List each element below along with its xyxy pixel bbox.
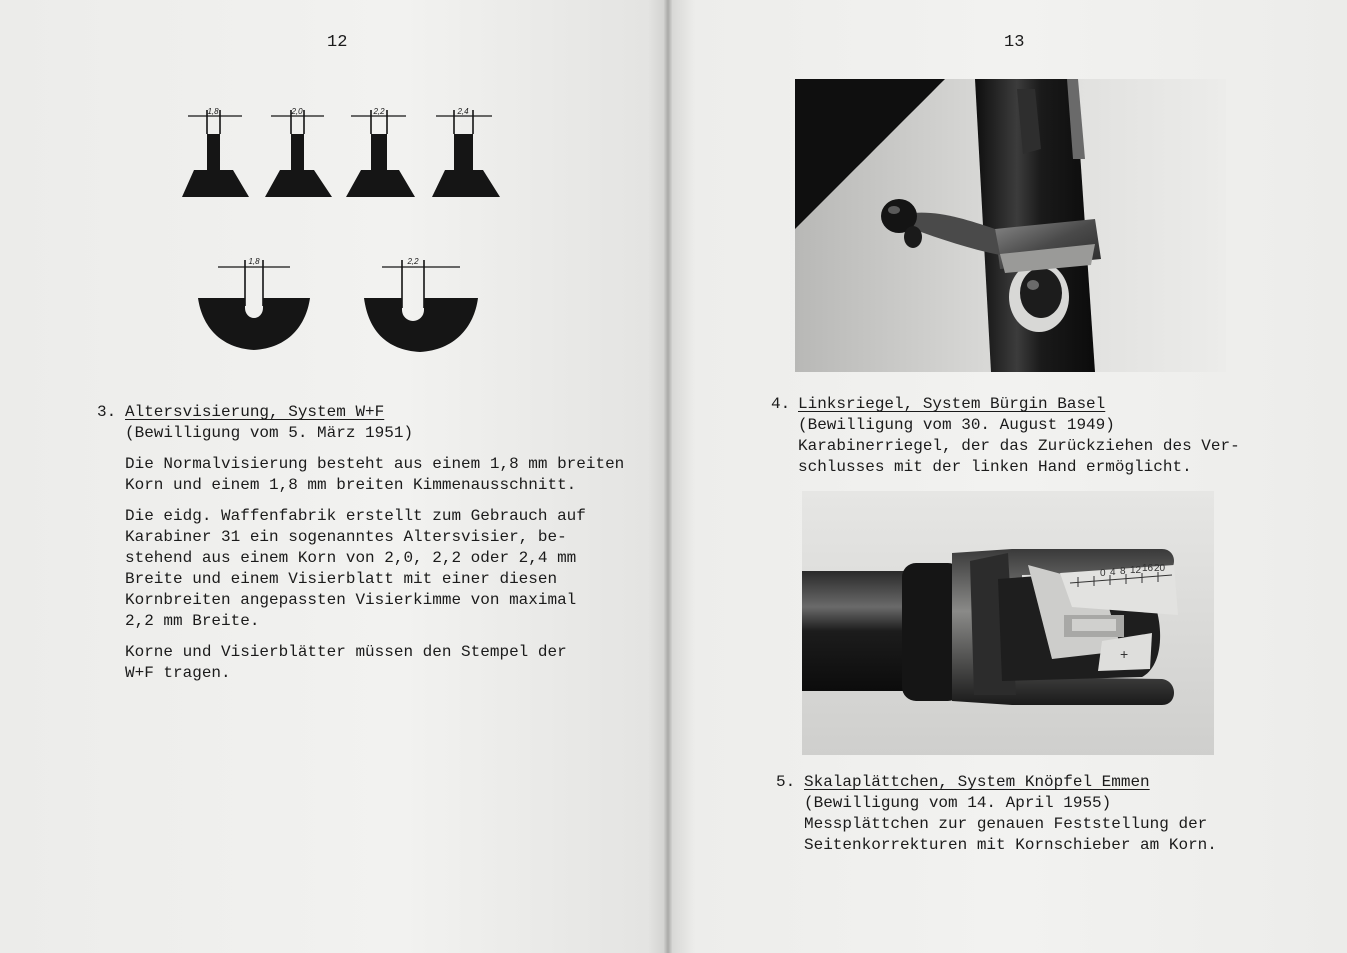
text-line: Korn und einem 1,8 mm breiten Kimmenausschnitt. bbox=[125, 476, 577, 494]
paragraph bbox=[125, 506, 637, 632]
text-line: Kornbreiten angepassten Visierkimme von maximal bbox=[125, 591, 577, 609]
text-line: Die eidg. Waffenfabrik erstellt zum Gebrauch auf bbox=[125, 507, 586, 525]
section-4 bbox=[771, 394, 1251, 478]
book-gutter bbox=[664, 0, 672, 953]
svg-text:+: + bbox=[1120, 646, 1129, 662]
section-title: Skalaplättchen, System Knöpfel Emmen bbox=[804, 773, 1150, 791]
section-number: 5. bbox=[776, 773, 796, 791]
text-line: Karabinerriegel, der das Zurückziehen des Ver- bbox=[798, 437, 1240, 455]
sight-width-diagrams bbox=[170, 100, 510, 360]
scale-label: 16 bbox=[1142, 563, 1154, 574]
page-number-right: 13 bbox=[1004, 33, 1025, 52]
section-approval: (Bewilligung vom 14. April 1955) bbox=[804, 794, 1112, 812]
text-line: Seitenkorrekturen mit Kornschieber am Korn. bbox=[804, 836, 1217, 854]
text-line: Breite und einem Visierblatt mit einer diesen bbox=[125, 570, 558, 588]
section-title: Altersvisierung, System W+F bbox=[125, 403, 385, 421]
front-sight-diagram-3 bbox=[346, 107, 415, 197]
text-line: stehend aus einem Korn von 2,0, 2,2 oder 2,4 mm bbox=[125, 549, 577, 567]
scale-label: 0 bbox=[1100, 568, 1106, 579]
photo-left-bolt bbox=[795, 79, 1226, 372]
diagram-label: 2,2 bbox=[373, 107, 385, 116]
section-5 bbox=[776, 772, 1256, 856]
paragraph bbox=[125, 642, 637, 684]
text-line: Messplättchen zur genauen Feststellung der bbox=[804, 815, 1208, 833]
section-3 bbox=[97, 402, 637, 684]
front-sight-diagram-1 bbox=[182, 107, 249, 197]
rear-sight-diagram-1 bbox=[198, 257, 310, 350]
paragraph bbox=[125, 454, 637, 496]
page-number-left: 12 bbox=[327, 33, 348, 52]
text-line: Korne und Visierblätter müssen den Stempel der bbox=[125, 643, 567, 661]
rear-sight-diagram-2 bbox=[364, 257, 478, 352]
front-sight-diagram-2 bbox=[265, 107, 332, 197]
scale-label: 20 bbox=[1154, 563, 1166, 574]
scale-label: 12 bbox=[1130, 565, 1142, 576]
text-line: W+F tragen. bbox=[125, 664, 231, 682]
section-approval: (Bewilligung vom 30. August 1949) bbox=[798, 416, 1115, 434]
text-line: Karabiner 31 ein sogenanntes Altersvisier, be- bbox=[125, 528, 567, 546]
diagram-label: 1,8 bbox=[207, 107, 219, 116]
diagram-label: 2,0 bbox=[291, 107, 303, 116]
scale-label: 4 bbox=[1110, 567, 1116, 578]
text-line: schlusses mit der linken Hand ermöglicht. bbox=[798, 458, 1192, 476]
front-sight-diagram-4 bbox=[432, 107, 500, 197]
diagram-label: 1,8 bbox=[248, 257, 260, 266]
section-title: Linksriegel, System Bürgin Basel bbox=[798, 395, 1106, 413]
section-number: 3. bbox=[97, 403, 117, 421]
diagram-label: 2,2 bbox=[407, 257, 419, 266]
text-line: 2,2 mm Breite. bbox=[125, 612, 260, 630]
diagram-label: 2,4 bbox=[457, 107, 469, 116]
section-number: 4. bbox=[771, 395, 791, 413]
section-approval: (Bewilligung vom 5. März 1951) bbox=[125, 424, 414, 442]
text-line: Die Normalvisierung besteht aus einem 1,8 mm breiten bbox=[125, 455, 625, 473]
scale-label: 8 bbox=[1120, 566, 1126, 577]
photo-scale-plate bbox=[802, 491, 1214, 755]
